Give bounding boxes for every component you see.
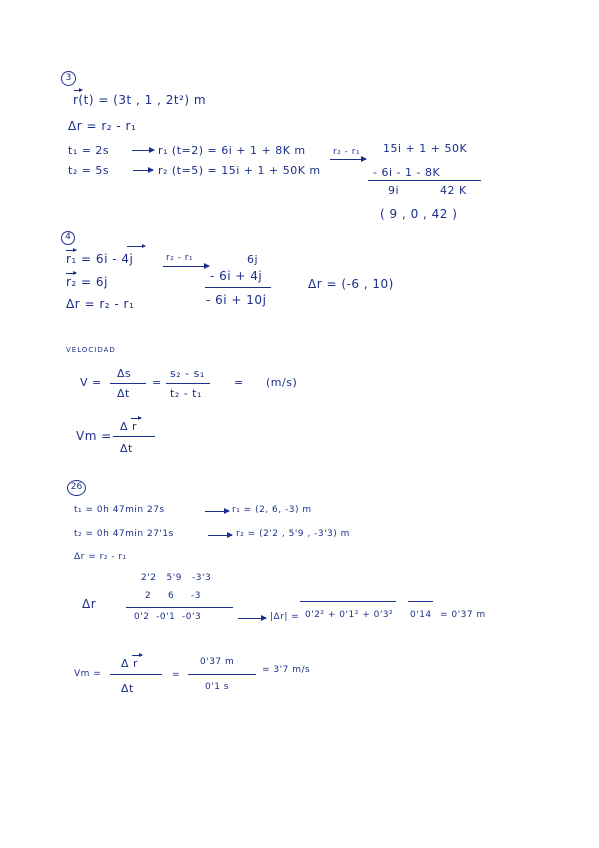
sum-line — [205, 287, 271, 288]
modulus-result: = 0'37 m — [440, 610, 486, 620]
vector-arrow — [66, 250, 76, 251]
fraction-line — [113, 436, 155, 437]
r1-position: r₁ = (2, 6, -3) m — [232, 505, 312, 515]
subtraction-result-k: 42 K — [440, 184, 467, 197]
arrow-icon — [208, 535, 232, 536]
t1-value: t₁ = 2s — [68, 144, 110, 157]
subtraction-row-1: 15i + 1 + 50K — [383, 142, 468, 155]
v-lhs: V = — [80, 376, 102, 389]
matrix-row-3: 0'2 -0'1 -0'3 — [134, 612, 202, 622]
delta-r-4: Δr = r₂ - r₁ — [66, 297, 135, 311]
sqrt-bar — [300, 601, 396, 602]
r2-value: r₂ (t=5) = 15i + 1 + 50K m — [158, 164, 321, 177]
r1-vector: r₁ = 6i - 4j — [66, 252, 134, 266]
vm-numerator: Δ r — [120, 420, 138, 433]
vector-arrow — [127, 246, 145, 247]
operation-label-4: r₂ - r₁ — [166, 253, 194, 263]
vector-arrow — [132, 655, 142, 656]
v-denominator-2: t₂ - t₁ — [170, 387, 202, 400]
vm26-result: = 3'7 m/s — [262, 665, 311, 675]
section-heading-velocidad: VELOCIDAD — [66, 346, 116, 354]
v-numerator: Δs — [117, 367, 132, 380]
vm26-lhs: Vm = — [74, 669, 102, 679]
delta-r-26: Δr = r₂ - r₁ — [74, 552, 127, 562]
problem-number-4: 4 — [61, 231, 75, 245]
problem-number-3: 3 — [61, 71, 76, 86]
subtraction-result-i: 9i — [388, 184, 400, 197]
vector-arrow — [74, 90, 82, 91]
sqrt-bar — [408, 601, 433, 602]
sub4-row-3: - 6i + 10j — [206, 293, 267, 307]
result-vector-4: Δr = (-6 , 10) — [308, 277, 394, 291]
r2-vector: r₂ = 6j — [66, 275, 108, 289]
sub4-row-1: 6j — [247, 253, 259, 266]
arrow-icon — [132, 150, 154, 151]
matrix-row-2: 2 6 -3 — [145, 591, 202, 601]
t1-time: t₁ = 0h 47min 27s — [74, 505, 165, 515]
arrow-icon — [330, 159, 366, 160]
vm-denominator: Δt — [120, 442, 133, 455]
operation-label: r₂ - r₁ — [333, 147, 361, 157]
v-unit: (m/s) — [266, 376, 298, 389]
fraction-line — [110, 383, 146, 384]
vector-arrow — [66, 273, 76, 274]
fraction-line — [166, 383, 210, 384]
vm26-denominator: Δt — [121, 682, 134, 695]
delta-r-lhs: Δr — [82, 597, 97, 611]
sqrt-content: 0'2² + 0'1² + 0'3² — [305, 610, 394, 620]
fraction-line — [110, 674, 162, 675]
vm-lhs: Vm = — [76, 429, 112, 443]
result-vector-3: ( 9 , 0 , 42 ) — [380, 207, 458, 221]
vm26-numerator: Δ r — [121, 657, 139, 670]
modulus-label: |Δr| = — [270, 612, 300, 622]
t2-value: t₂ = 5s — [68, 164, 110, 177]
matrix-line — [126, 607, 233, 608]
v-equals-2: = — [234, 376, 244, 389]
v-equals: = — [152, 376, 162, 389]
problem-number-26: 26 — [67, 480, 86, 496]
vm26-denominator-2: 0'1 s — [205, 682, 229, 692]
subtraction-row-2: - 6i - 1 - 8K — [373, 166, 441, 179]
r1-value: r₁ (t=2) = 6i + 1 + 8K m — [158, 144, 306, 157]
sqrt-result: 0'14 — [410, 610, 432, 620]
position-function: r(t) = (3t , 1 , 2t²) m — [73, 93, 207, 107]
t2-time: t₂ = 0h 47min 27'1s — [74, 529, 174, 539]
fraction-line — [188, 674, 256, 675]
arrow-icon — [133, 170, 153, 171]
matrix-row-1: 2'2 5'9 -3'3 — [141, 573, 212, 583]
arrow-icon — [205, 511, 229, 512]
vm26-equals: = — [172, 670, 181, 680]
v-numerator-2: s₂ - s₁ — [170, 367, 205, 380]
r2-position: r₂ = (2'2 , 5'9 , -3'3) m — [236, 529, 350, 539]
sub4-row-2: - 6i + 4j — [210, 269, 263, 283]
vector-arrow — [131, 418, 141, 419]
arrow-icon — [163, 266, 209, 267]
arrow-icon — [238, 618, 266, 619]
v-denominator: Δt — [117, 387, 130, 400]
vm26-numerator-2: 0'37 m — [200, 657, 235, 667]
sum-line — [368, 180, 481, 181]
delta-r-definition: Δr = r₂ - r₁ — [68, 119, 137, 133]
